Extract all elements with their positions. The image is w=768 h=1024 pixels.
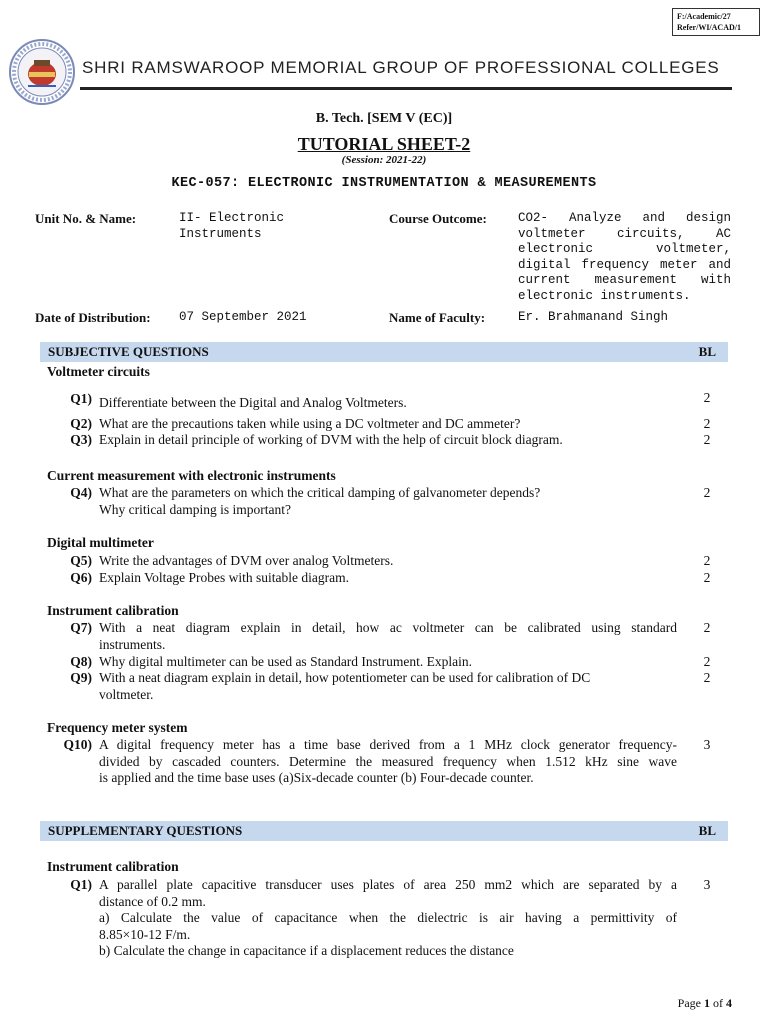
- sheet-title: TUTORIAL SHEET-2: [297, 134, 471, 154]
- section-title: Voltmeter circuits: [47, 364, 150, 379]
- question-line: instruments.: [99, 636, 166, 652]
- reference-line-1: F:/Academic/27: [677, 12, 731, 21]
- header-divider: [80, 87, 732, 90]
- question-line: b) Calculate the change in capacitance if a displacement reduces the distance: [99, 943, 514, 958]
- supplementary-header-bar: [40, 821, 728, 841]
- question-number: Q7): [70, 620, 92, 635]
- outcome-value: [518, 211, 731, 304]
- reference-line-2: Refer/WI/ACAD/1: [677, 23, 741, 32]
- question-text: [99, 877, 677, 960]
- document-reference-box: [672, 8, 760, 36]
- bloom-level: 2: [703, 670, 711, 685]
- bloom-level: 3: [703, 877, 711, 892]
- question-line: A digital frequency meter has a time base derived from a 1 MHz clock generator frequency-: [99, 737, 677, 752]
- faculty-label: Name of Faculty:: [389, 310, 486, 325]
- unit-value: [179, 211, 359, 242]
- faculty-value: Er. Brahmanand Singh: [518, 310, 669, 324]
- question-number: Q2): [70, 416, 92, 431]
- bloom-level: 2: [703, 553, 711, 568]
- date-value: 07 September 2021: [179, 310, 307, 324]
- question-text: [99, 432, 677, 449]
- question-line: With a neat diagram explain in detail, how potentiometer can be used for calibration of DC: [99, 670, 591, 685]
- bloom-level: 2: [703, 432, 711, 447]
- bloom-level: 2: [703, 485, 711, 500]
- section-title: Instrument calibration: [47, 859, 179, 874]
- bloom-level: 2: [703, 570, 711, 585]
- bl-header: BL: [698, 823, 716, 838]
- question-line: a) Calculate the value of capacitance when the dielectric is air having a permittivity of: [99, 910, 677, 925]
- outcome-line: digital frequency meter and: [518, 257, 731, 272]
- section-title: Frequency meter system: [47, 720, 188, 735]
- outcome-line: voltmeter circuits, AC: [518, 226, 731, 241]
- question-text: [99, 620, 677, 653]
- outcome-line: electronic voltmeter,: [518, 242, 731, 256]
- bloom-level: 2: [703, 390, 711, 405]
- question-line: What are the parameters on which the critical damping of galvanometer depends?: [99, 485, 541, 500]
- bloom-level: 3: [703, 737, 711, 752]
- section-title: Digital multimeter: [47, 535, 154, 550]
- section-title: Current measurement with electronic instruments: [47, 468, 336, 483]
- page-footer: [678, 996, 732, 1011]
- organization-name: SHRI RAMSWAROOP MEMORIAL GROUP OF PROFESSIONAL COLLEGES: [82, 58, 720, 77]
- page-total: 4: [726, 996, 732, 1010]
- question-line: 8.85×10-12 F/m.: [99, 926, 191, 942]
- question-line: With a neat diagram explain in detail, how ac voltmeter can be calibrated using standard: [99, 620, 677, 635]
- bloom-level: 2: [703, 654, 711, 669]
- question-number: Q8): [70, 654, 92, 669]
- outcome-line: CO2- Analyze and design: [518, 211, 731, 225]
- unit-value-line: II- Electronic: [179, 211, 285, 225]
- question-number: Q10): [63, 737, 92, 752]
- question-text: [99, 485, 677, 518]
- session-text: (Session: 2021-22): [341, 154, 427, 166]
- date-label: Date of Distribution:: [35, 310, 151, 325]
- section-title: Instrument calibration: [47, 603, 179, 618]
- subjective-title: SUBJECTIVE QUESTIONS: [48, 344, 209, 359]
- page-number: 1: [704, 996, 710, 1010]
- question-line: divided by cascaded counters. Determine the measured frequency when 1.512 kHz sine wave: [99, 753, 677, 769]
- question-line: distance of 0.2 mm.: [99, 893, 206, 909]
- question-number: Q6): [70, 570, 92, 585]
- question-number: Q1): [70, 391, 92, 406]
- question-text: [99, 737, 677, 787]
- question-number: Q1): [70, 877, 92, 892]
- question-line: Differentiate between the Digital and Analog Voltmeters.: [99, 395, 407, 410]
- outcome-line: electronic instruments.: [518, 288, 691, 303]
- question-text: [99, 416, 677, 433]
- question-line: is applied and the time base uses (a)Six-decade counter (b) Four-decade counter.: [99, 770, 534, 785]
- question-text: [99, 670, 677, 703]
- bloom-level: 2: [703, 620, 711, 635]
- question-line: Why critical damping is important?: [99, 501, 291, 517]
- question-number: Q3): [70, 432, 92, 447]
- question-line: What are the precautions taken while using a DC voltmeter and DC ammeter?: [99, 416, 521, 431]
- question-line: Write the advantages of DVM over analog Voltmeters.: [99, 553, 394, 568]
- bloom-level: 2: [703, 416, 711, 431]
- college-logo-seal: [8, 38, 76, 106]
- of-word: of: [713, 996, 723, 1010]
- question-text: [99, 570, 677, 587]
- question-line: Why digital multimeter can be used as Standard Instrument. Explain.: [99, 654, 473, 669]
- subjective-header-bar: [40, 342, 728, 362]
- course-title: B. Tech. [SEM V (EC)]: [315, 111, 453, 126]
- question-number: Q5): [70, 553, 92, 568]
- question-text: [99, 654, 677, 671]
- question-number: Q4): [70, 485, 92, 500]
- page-word: Page: [677, 996, 701, 1010]
- subject-title: KEC-057: ELECTRONIC INSTRUMENTATION & MEASUREMENTS: [171, 176, 597, 191]
- outcome-label: Course Outcome:: [389, 211, 487, 226]
- question-text: [99, 553, 677, 570]
- bl-header: BL: [698, 344, 716, 359]
- question-number: Q9): [70, 670, 92, 685]
- question-line: voltmeter.: [99, 686, 154, 702]
- unit-value-line: Instruments: [179, 226, 262, 241]
- question-line: Explain in detail principle of working of DVM with the help of circuit block diagram.: [99, 432, 563, 447]
- unit-label: Unit No. & Name:: [35, 211, 137, 226]
- supplementary-title: SUPPLEMENTARY QUESTIONS: [48, 823, 243, 838]
- question-text: [99, 395, 677, 412]
- question-line: A parallel plate capacitive transducer uses plates of area 250 mm2 which are separated by a: [99, 877, 677, 892]
- question-line: Explain Voltage Probes with suitable diagram.: [99, 570, 349, 585]
- outcome-line: current measurement with: [518, 273, 731, 287]
